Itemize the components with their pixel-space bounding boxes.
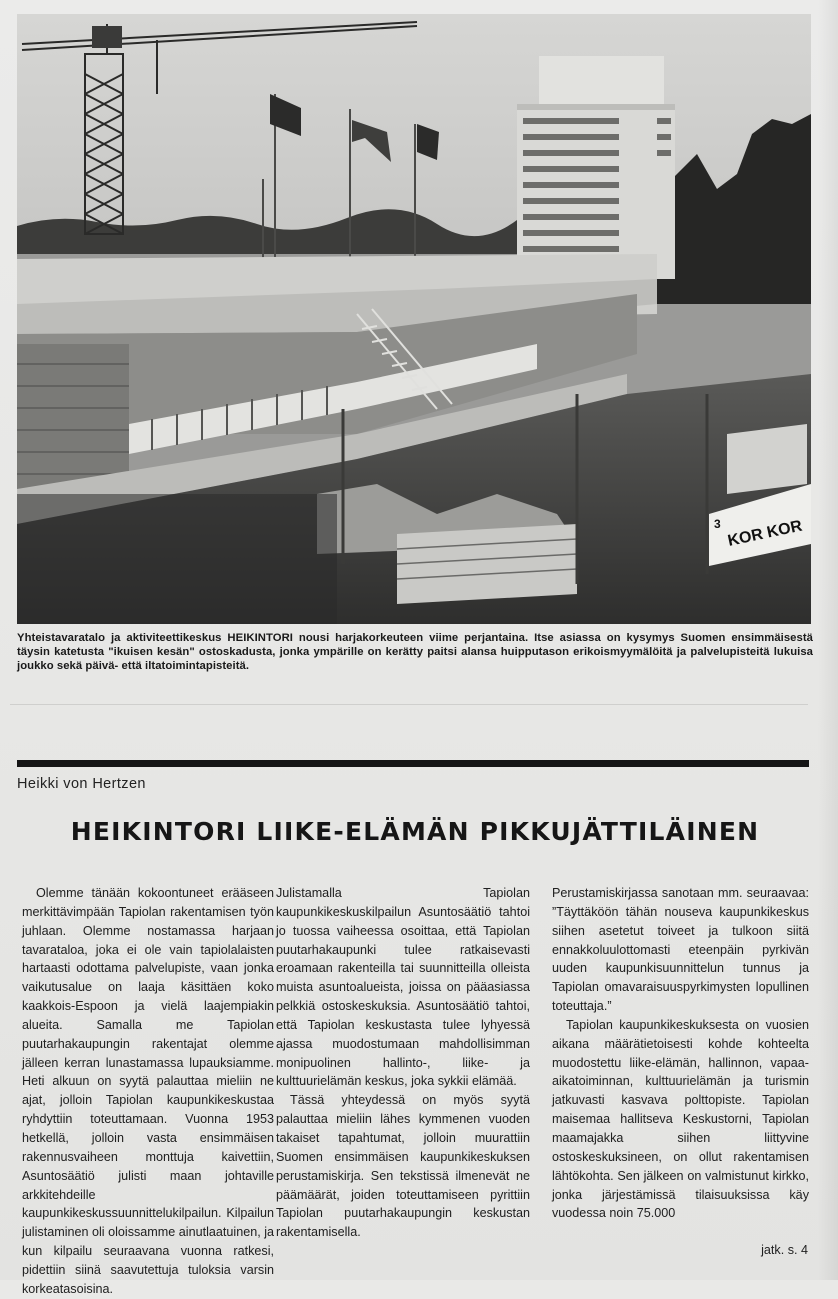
sign-text: KOR KOR bbox=[726, 517, 804, 550]
article-column-3 bbox=[552, 884, 809, 1223]
sign-number: 3 bbox=[714, 517, 721, 531]
article-headline: HEIKINTORI LIIKE-ELÄMÄN PIKKUJÄTTILÄINEN bbox=[70, 817, 760, 846]
paragraph: Perustamiskirjassa sanotaan mm. seuraavaa: ”Täyttäköön tähän nouseva kaupunkikeskus siihen asetetut toiveet ja tulkoon siitä ennakkoluulottomasti eteenpäin pyrkivän uuden kaupunkisuunnittelun tunnus ja Tapiolan omavaraisuuspyrkimysten lopullinen toteuttaja.” bbox=[552, 886, 809, 1014]
divider-faint bbox=[10, 704, 808, 705]
article-column-1 bbox=[22, 884, 274, 1299]
photo-caption: Yhteistavaratalo ja aktiviteettikeskus HEIKINTORI nousi harjakorkeuteen viime perjantaina. Itse asiassa on kysymys Suomen ensimmäisestä täysin katetusta "ikuisen kesän" ostoskadusta, jonka ympärille on kerätty paitsi alansa huipputason erikoismyymälöitä ja palvelupisteitä lukuisa joukko sekä päivä- että iltatoimintapisteitä. bbox=[17, 632, 813, 673]
author-byline: Heikki von Hertzen bbox=[17, 776, 146, 792]
construction-photo-illustration bbox=[17, 14, 811, 624]
page-edge-shadow bbox=[818, 0, 838, 1280]
paragraph: Julistamalla Tapiolan kaupunkikeskuskilpailun Asuntosäätiö tahtoi jo tuossa vaiheessa osoittaa, että Tapiolan puutarhakaupunki tulee ratkaisevasti eroamaan rakenteilla tai suunnitteilla olleista muista asuntoalueista, joissa on pääasiassa pelkkiä ostoskeskuksia. Asuntosäätiö tahtoi, että Tapiolan keskustasta tulee lyhyessä ajassa muodostumaan mahdollisimman monipuolinen hallinto-, liike- ja kulttuurielämän keskus, joka sykkii elämää. bbox=[276, 886, 530, 1089]
construction-photo bbox=[17, 14, 811, 624]
paragraph: Tässä yhteydessä on myös syytä palauttaa mieliin lähes kymmenen vuoden takaiset tapahtumat, jolloin muurattiin Suomen ensimmäisen kaupunkikeskuksen perustamiskirja. Sen tekstissä ilmenevät ne päämäärät, joiden toteuttamiseen pyrittiin Tapiolan puutarhakaupungin keskustan rakentamisella. bbox=[276, 1093, 530, 1240]
paragraph: Tapiolan kaupunkikeskuksesta on vuosien aikana määrätietoisesti kohde kohteelta muodostettu liike-elämän, hallinnon, vapaa-aikatoiminnan, kulttuurielämän ja turismin jatkuvasti kasvava polttopiste. Tapiolan maisemaa hallitseva Keskustorni, Tapiolan maamajakka siihen liittyvine ostoskeskuksineen, on ollut rakentamisen lähtökohta. Sen jälkeen on valmistunut kirkko, jonka järjestämissä tilaisuuksissa käy vuodessa noin 75.000 bbox=[552, 1017, 809, 1221]
article-column-2 bbox=[276, 884, 530, 1242]
divider-heavy bbox=[17, 760, 809, 767]
continuation-note: jatk. s. 4 bbox=[761, 1243, 808, 1257]
paragraph: Olemme tänään kokoontuneet erääseen merkittävimpään Tapiolan rakentamisen työn juhlaan. Olemme nostamassa harjaan tavarataloa, joka ei ole vain tapiolalaisten hartaasti odottama palvelupiste, vaan jonka vaikutusalue on laaja käsittäen koko kaakkois-Espoon ja vielä laajempiakin alueita. Samalla me Tapiolan puutarhakaupungin rakentajat olemme jälleen kerran lunastamassa lupauksiamme. Heti alkuun on syytä palauttaa mieliin ne ajat, jolloin Tapiolan kaupunkikeskustaa ryhdyttiin toteuttamaan. Vuonna 1953 hetkellä, jolloin vasta ensimmäisen rakennusvaiheen monttuja kaivettiin, Asuntosäätiö julisti maan johtaville arkkitehdeille kaupunkikeskussuunnittelukilpailun. Kilpailun julistaminen oli oloissamme ainutlaatuinen, ja kun kilpailu seuraavana vuonna ratkesi, pidettiin siinä saavutettuja tuloksia varsin korkeatasoisina. bbox=[22, 886, 275, 1296]
